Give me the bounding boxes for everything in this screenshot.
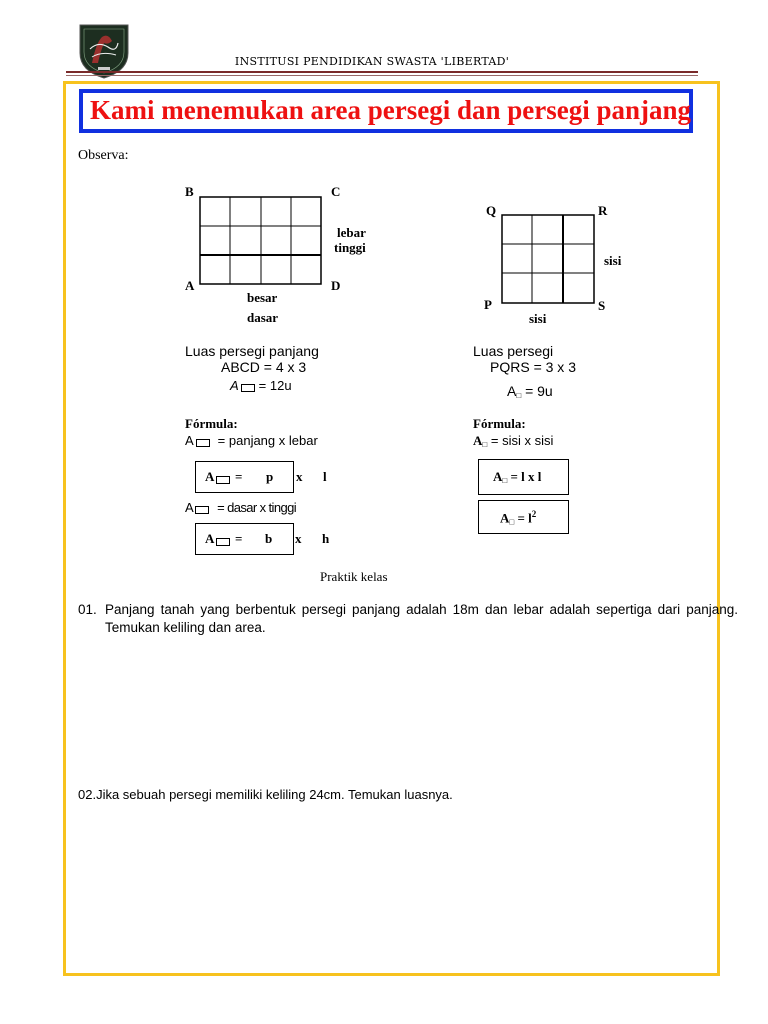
institution-header: INSTITUSI PENDIDIKAN SWASTA 'LIBERTAD'	[234, 55, 510, 68]
question-2: 02.Jika sebuah persegi memiliki keliling 24cm. Temukan luasnya.	[78, 787, 453, 802]
box-a-letter: A	[205, 469, 215, 484]
label-besar: besar	[247, 290, 278, 305]
page-title: Kami menemukan area persegi dan persegi panjang	[90, 95, 692, 125]
rect-area-result	[230, 378, 292, 393]
formula-text: = panjang x lebar	[217, 433, 318, 448]
rect-formula-1	[185, 433, 318, 448]
rect-caption-line2: ABCD = 4 x 3	[221, 359, 307, 375]
question-text: Panjang tanah yang berbentuk persegi panjang adalah 18m dan lebar adalah sepertiga dari panjang. Temukan keliling dan area.	[105, 602, 738, 635]
square-caption-line1: Luas persegi	[473, 343, 554, 359]
square-grid	[501, 214, 596, 304]
box1-x: x	[296, 469, 303, 484]
box2-x: x	[295, 531, 302, 546]
square-formula	[473, 433, 553, 449]
vertex-b: B	[185, 184, 194, 199]
area-value: = 12u	[258, 378, 292, 393]
square-box2-text	[500, 509, 536, 526]
page-frame	[63, 81, 720, 976]
header-rule	[66, 71, 698, 73]
square-symbol-icon: □	[509, 517, 515, 527]
label-dasar: dasar	[247, 310, 279, 325]
formula-text: = sisi x sisi	[490, 433, 554, 448]
vertex-a: A	[185, 278, 195, 293]
vertex-p: P	[484, 297, 492, 312]
square-symbol-icon: □	[502, 476, 508, 485]
formula-a: A	[473, 433, 483, 448]
box2-h: h	[322, 531, 330, 546]
box2-b: b	[265, 531, 273, 546]
square-symbol-icon: □	[516, 391, 522, 400]
rect-formula-2	[185, 500, 296, 515]
label-lebar: lebar	[337, 225, 366, 240]
rectangle-symbol-icon	[216, 538, 230, 546]
vertex-d: D	[331, 278, 341, 293]
box1-p: p	[266, 469, 274, 484]
rect-caption-line1: Luas persegi panjang	[185, 343, 319, 359]
box-a-letter: A	[493, 469, 503, 484]
square-formula-heading: Fórmula:	[473, 416, 526, 431]
vertex-c: C	[331, 184, 341, 199]
formula-a: A	[185, 433, 194, 448]
box1-a	[205, 469, 230, 485]
box-formula-text: = l	[517, 510, 532, 526]
label-tinggi: tinggi	[334, 240, 366, 255]
square-area-result	[507, 383, 553, 400]
question-1	[78, 601, 738, 637]
formula-text: = dasar x tinggi	[217, 500, 297, 515]
vertex-r: R	[598, 203, 608, 218]
exponent: 2	[531, 509, 537, 519]
area-a: A	[507, 383, 517, 399]
square-box1-text	[493, 469, 541, 485]
square-symbol-icon: □	[482, 440, 488, 449]
question-number: 01.	[78, 602, 97, 617]
rectangle-symbol-icon	[241, 384, 255, 392]
area-value: = 9u	[525, 383, 553, 399]
box-formula-text: = l x l	[510, 469, 542, 484]
square-caption-line2: PQRS = 3 x 3	[490, 359, 576, 375]
rectangle-grid	[199, 196, 323, 285]
box1-l: l	[323, 469, 327, 484]
box2-a	[205, 531, 230, 547]
rect-formula-heading: Fórmula:	[185, 416, 238, 431]
box1-eq: =	[235, 469, 243, 484]
header-rule-thin	[66, 75, 698, 76]
area-a: A	[230, 378, 239, 393]
vertex-s: S	[598, 298, 606, 313]
box-a-letter: A	[500, 510, 510, 526]
box2-eq: =	[235, 531, 243, 546]
box-a-letter: A	[205, 531, 215, 546]
practice-heading: Praktik kelas	[320, 569, 388, 584]
rectangle-symbol-icon	[195, 506, 209, 514]
vertex-q: Q	[486, 203, 497, 218]
rectangle-symbol-icon	[216, 476, 230, 484]
label-sisi-right: sisi	[604, 253, 622, 268]
rectangle-symbol-icon	[196, 439, 210, 447]
observa-label: Observa:	[78, 148, 129, 163]
label-sisi-bottom: sisi	[529, 311, 547, 326]
formula-a: A	[185, 500, 194, 515]
